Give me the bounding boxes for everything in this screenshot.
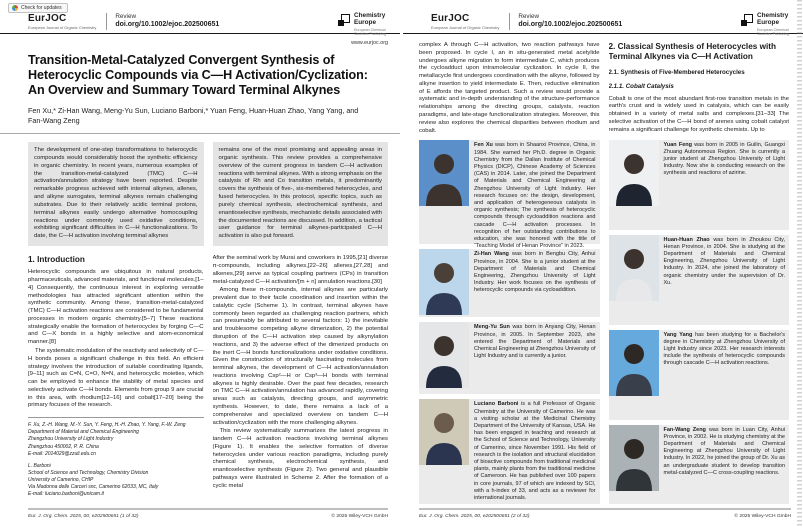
bio-text [474, 140, 600, 250]
page1-body [28, 255, 388, 498]
check-for-updates-badge[interactable] [8, 3, 68, 13]
bio-text [474, 399, 600, 504]
article-type-block [518, 13, 622, 28]
intro-paragraph-1: Heterocyclic compounds are ubiquitous in natural products, pharmaceuticals, advanced materials, and functional molecules.[1–4] Consequently, the continuous interest in exploring versatile methodologies has attracted significant attention within the synthetic community. Among these, transition-metal-catalyzed (TMC) C—H activation reactions are considered to be fundamental processes in modern organic chemistry.[5–7] These reactions strategically enable the formation of heterocycles by forging C—C and C—X bonds in a highly selective and atom-economical manner.[8] [28, 269, 204, 346]
bio-body: was born in Bengbu City, Anhui Province, in 2004. She is a junior student at the Department of Materials and Chemical Engineering, Zhengzhou University of Light Industry. Her work focuses on the synthesis of heterocyclic compounds via cycloaddition. [474, 251, 596, 294]
footer-bar [28, 508, 388, 511]
person-silhouette-icon [419, 249, 469, 315]
body-paragraph: complex A through C—H activation, two reaction pathways have been proposed. In cycle I, an in situ-generated metal acetylide undergoes alkyne migration to form intermediate C, which produces the cycloadduct upon intramolecular cyclization. In cycle II, the metallacycle first undergoes coordination with the alkyne, followed by alkyne insertion to yield intermediate E. Then, reductive elimination of E affords the targeted product. Such a review would provide a systematic and in-depth understanding of the structure-performance relationships among the directing groups, catalysts, reaction paradigms, and late-stage functionalization strategies. Moreover, this review also explores the chemical disparities between rhodium and cobalt. [419, 42, 600, 134]
intro-paragraph-2: The systematic modulation of the reactivity and selectivity of C—H bonds poses a significant challenge in this field. An efficient strategy involves the introduction of suitable coordinating ligands,[9–11] such as C=N, C=O, N=N, and heterocyclic moieties, which can be employed to enhance the stability of metal species and selectively activate C—H bonds. Elements from group 9 are crucial in this area, with rhodium[12–16] and cobalt[17–20] being the primary focuses of the research. [28, 347, 204, 409]
bio-author-name: Meng-Yu Sun [474, 324, 510, 331]
author-bio-card [419, 399, 600, 504]
author-bio-card [609, 140, 790, 230]
author-bio-card [609, 330, 790, 420]
author-bio-card [419, 322, 600, 394]
doi-text: doi.org/10.1002/ejoc.202500651 [115, 21, 220, 28]
journal-subtitle: European Journal of Organic Chemistry [28, 25, 97, 30]
page2-footer [419, 508, 791, 520]
bio-text [664, 330, 790, 420]
bio-body: was born in Zhoukou City, Henan Province, in 2004. She is studying at the Department of Materials and Chemical Engineering, Zhengzhou University of Light Industry. In 2024, she joined the laboratory of organic chemistry under the supervision of Dr. Xu. [663, 236, 786, 286]
affiliation-group-2 [28, 463, 204, 498]
affiliation-group-1 [28, 422, 204, 457]
chemistry-europe-squares-icon [741, 14, 753, 26]
affil1-university: Zhengzhou University of Light Industry [28, 436, 114, 443]
author-photo [609, 235, 659, 301]
body-paragraph: After the seminal work by Murai and coworkers in 1995,[21] diverse π-compounds, including alkynes,[22–26] allenes,[27,28] and alkenes,[29] serve as typical coupling partners (CPs) in transition metal-catalyzed C—H activation/[m + n] annulation reactions.[30] [212, 255, 388, 285]
page2-left-column [419, 42, 600, 504]
doi-text: doi.org/10.1002/ejoc.202500651 [518, 21, 623, 28]
bio-body: was born in Shaanxi Province, China, in 1984. She earned her Ph.D. degree in Organic Chemistry from the Dalian Institute of Chemical Physics (DICP), Chinese Academy of Sciences (CAS) in 2014. Later, she joined the Department of Materials and Chemical Engineering at Zhengzhou University of Light Industry. Her research focuses on: the design, development, and application of heterogeneous catalysts in organic synthesis; The synthesis of heterocyclic compounds through cycloaddition reactions and cascade C—H activation processes. In recognition of her outstanding contributions to education, she was honored with the title of “Teaching Model of Henan Province” in 2023. [474, 142, 596, 250]
person-silhouette-icon [609, 425, 659, 491]
abstract-box [28, 142, 388, 246]
person-silhouette-icon [609, 235, 659, 301]
journal-page-1 [0, 0, 400, 527]
chemistry-europe-name: Chemistry Europe [757, 12, 789, 26]
journal-subtitle: European Journal of Organic Chemistry [431, 25, 500, 30]
person-silhouette-icon [609, 140, 659, 206]
author-bio-card [419, 249, 600, 317]
crossmark-icon [12, 5, 18, 11]
journal-website-url: www.eurjoc.org [351, 40, 388, 46]
affil1-address: Zhengzhou 450002, P. R. China [28, 443, 99, 450]
header-divider [106, 13, 107, 30]
citation-footer: Eur. J. Org. Chem. 2025, 00, e202500651 (2 of 32) [419, 514, 530, 519]
chemistry-europe-name: Chemistry Europe [354, 12, 386, 26]
header-divider [509, 13, 510, 30]
affil1-email: E-mail: 2014029@zzuli.edu.cn [28, 450, 96, 457]
person-silhouette-icon [609, 330, 659, 396]
page2-body [419, 42, 789, 504]
footer-bar [419, 508, 791, 511]
affil2-university: University of Camerino, CHIP [28, 476, 94, 483]
author-photo [419, 249, 469, 315]
abstract-column-2: remains one of the most promising and appealing areas in organic synthesis. This review provides a comprehensive overview of the current progress in tandem C—H activation reactions with terminal alkynes. With a strong emphasis on the catalysis of Rh and Co transition metals, it predominantly covers the synthesis of five-, six-membered heterocycles, and fused heterocycles. In this protocol, specific topics, such as purely chemical synthesis, electrochemical synthesis, and enantioselective synthesis, mechanistic details associated with the documented reactions are discussed. In addition, a tactical user guidance for terminal alkynes-participated C—H activation is also put forward. [213, 142, 389, 246]
bio-text [474, 249, 600, 317]
bio-text [664, 140, 790, 230]
section-2-1-1-heading: 2.1.1. Cobalt Catalysis [608, 82, 674, 90]
citation-footer: Eur. J. Org. Chem. 2025, 00, e202500651 (1 of 32) [28, 514, 139, 519]
body-paragraph: Cobalt is one of the most abundant first-row transition metals in the earth's crust and is widely used in catalysis, which can be easily obtained in a variety of metal salts and complexes.[31–33] The selective activation of the C—H bond of arenes using cobalt catalyst remains a significant challenge for synthetic chemists. Up to [608, 95, 789, 133]
bio-body: was born in Anyang City, Henan Province, in 2005. In September 2023, she entered the Department of Materials and Chemical Engineering at Zhengzhou University of Light Industry and is currently a junior. [474, 324, 596, 360]
author-photo [609, 425, 659, 491]
bio-body: is a full Professor of Organic Chemistry at the University of Camerino. He was a visiting scholar at the Medicinal Chemistry Department of the University of Kansas, USA. He has been engaged in teaching and research at the School of Science and Technology, University of Camerino, since November 1991. His field of research is the isolation and structural elucidation of bioactive compounds from traditional medicinal plants, mainly plants from the traditional medicine of Cameroon. He has published over 100 papers in core journals, 97 of which are indexed by SCI, with a h-index of 33, and acts as a reviewer for international journals. [474, 401, 596, 502]
page1-footer [28, 508, 388, 520]
affil1-authors: F. Xu, Z.-H. Wang, M.-Y. Sun, Y. Feng, H.-H. Zhao, Y. Yang, F.-W. Zeng [28, 422, 186, 429]
journal-wordmark: EurJOC [431, 13, 470, 24]
chemistry-europe-squares-icon [338, 14, 350, 26]
journal-wordmark-block [28, 13, 96, 30]
person-silhouette-icon [419, 399, 469, 465]
author-photo [609, 330, 659, 396]
bio-body: was born in 2005 in Guilin, Guangxi Zhuang Autonomous Region. She is currently a junior student at Zhengzhou University of Light Industry. Now she is conducting research on the synthesis and reactions of azirine. [663, 141, 786, 177]
abstract-column-1: The development of one-step transformations to heterocyclic compounds would considerably boost the synthetic efficiency in organic chemistry. In recent years, numerous examples of the transition-metal-catalyzed (TMC) C—H activation/annulation strategy have been reported. Despite remarkable progress achieved with internal alkynes, allenes, and alkyne surrogates, terminal alkynes remain challenging substrates. Due to their relatively acidic terminal protons, terminal alkynes easily undergo alternative homocoupling reactions under commonly used oxidative conditions, exhibiting significant difficulties in C—H functionalizations. To date, the C—H activation involving terminal alkynes [28, 142, 204, 246]
chemistry-europe-logo [741, 13, 793, 36]
article-type-label: Review [115, 13, 136, 20]
body-paragraph: This review systematically summarizes the latest progress in tandem C—H activation reactions involving terminal alkynes (Figure 1). It enables the selective formation of diverse heterocycles under various reaction paradigms, including purely chemical synthesis, electrochemical synthesis, and enantioselective synthesis (Figure 2). Two general and plausible pathways were illustrated in Scheme 2. After the formation of a cyclic metal [212, 428, 388, 489]
bio-author-name: Yang Yang [663, 331, 693, 338]
bio-author-name: Luciano Barboni [474, 401, 519, 408]
journal-wordmark-block [431, 13, 499, 30]
author-list: Fen Xu,* Zi-Han Wang, Meng-Yu Sun, Luciano Barboni,* Yuan Feng, Huan-Huan Zhao, Yang Yang, and Fan-Wang Zeng [28, 106, 359, 125]
scanned-edge-license-strip [797, 0, 802, 527]
affil2-address: Via Madonna delle Carceri snc, Camerino 62033, MC, Italy [28, 483, 159, 490]
journal-wordmark: EurJOC [28, 13, 67, 24]
author-photo [609, 140, 659, 206]
bio-text [664, 425, 790, 504]
section-2-heading: 2. Classical Synthesis of Heterocycles with Terminal Alkynes via C—H Activation [608, 42, 776, 61]
bio-text [664, 235, 790, 325]
author-photo [419, 322, 469, 388]
abstract-top-rule [0, 133, 400, 134]
section-2-1-heading: 2.1. Synthesis of Five-Membered Heterocycles [608, 68, 745, 76]
body-paragraph: Among these π-compounds, internal alkynes are particularly prevalent due to their facile coordination and insertion within the catalytic cycle (Scheme 1). In contrast, terminal alkynes have commonly been regarded as challenging reaction partners, which can presumably be attributed to several factors: 1) the inevitable and troublesome competing alkyne dimerization, 2) the potential disruption of the C—H activation step caused by alkynylation reactions, and 3) the adverse effect of the dimerized products on the inert C—H bonds functionalizations under oxidative conditions. Given the construction of structurally fascinating molecules from terminal alkynes, the development of C—H activation/annulation reactions involving Csp²—H or Csp³—H bonds with terminal alkynes is highly desirable. Over the past few decades, research on TMC C—H activation/annulation has advanced rapidly, covering areas such as catalysis, directing groups, and asymmetric synthesis. However, to date, there remains a lack of a comprehensive and specialized overview on tandem C—H activation/cyclization with the more challenging alkynes. [212, 287, 388, 426]
chemistry-europe-logo [338, 13, 390, 36]
bio-author-name: Fan-Wang Zeng [663, 426, 706, 433]
chemistry-europe-subtitle: European Chemical Societies Publishing [757, 27, 790, 37]
article-type-label: Review [518, 13, 539, 20]
person-silhouette-icon [419, 140, 469, 206]
bio-author-name: Huan-Huan Zhao [663, 236, 710, 243]
author-photo [419, 140, 469, 206]
chemistry-europe-subtitle: European Chemical Societies Publishing [354, 27, 387, 37]
bio-body: was born in Luan City, Anhui Province, in 2002. He is studying chemistry at the Department of Materials and Chemical Engineering at Zhengzhou University of Light Industry. In 2022, he joined the group of Dr. Xu as an undergraduate student to develop transition metal-catalyzed C—C cross-coupling reactions. [663, 426, 785, 476]
bio-author-name: Yuan Feng [663, 141, 692, 148]
bio-author-name: Zi-Han Wang [474, 251, 509, 258]
journal-page-2 [403, 0, 803, 527]
page1-right-column [213, 255, 389, 498]
copyright-footer: © 2025 Wiley-VCH GmbH [734, 514, 791, 519]
bio-text [474, 322, 600, 394]
page2-right-column [609, 42, 790, 504]
affil2-author: L. Barboni [28, 462, 51, 469]
affil1-department: Department of Material and Chemical Engineering [28, 429, 139, 436]
author-bio-card [609, 425, 790, 504]
person-silhouette-icon [419, 322, 469, 388]
check-for-updates-label: Check for updates [21, 5, 62, 11]
bio-author-name: Fen Xu [474, 142, 493, 149]
copyright-footer: © 2025 Wiley-VCH GmbH [331, 514, 388, 519]
article-type-block [115, 13, 219, 28]
page1-left-column [28, 255, 204, 498]
introduction-heading: 1. Introduction [28, 255, 85, 265]
author-bio-card [419, 140, 600, 250]
affil2-email: E-mail: luciano.barboni@unicam.it [28, 491, 104, 498]
author-photo [419, 399, 469, 465]
affiliations-footnote [28, 417, 204, 498]
bio-body: has been studying for a Bachelor's degree in Chemistry at Zhengzhou University of Light Industry since 2023. Her research interests include the synthesis of heterocyclic compounds through cascade C—H activation reactions. [663, 331, 786, 367]
article-title: Transition-Metal-Catalyzed Convergent Synthesis of Heterocyclic Compounds via C—H Activation/Cyclization: An Overview and Summary Toward Terminal Alkynes [28, 53, 368, 98]
page-header [403, 0, 803, 37]
affil2-department: School of Science and Technology, Chemistry Division [28, 469, 149, 476]
author-bio-card [609, 235, 790, 325]
